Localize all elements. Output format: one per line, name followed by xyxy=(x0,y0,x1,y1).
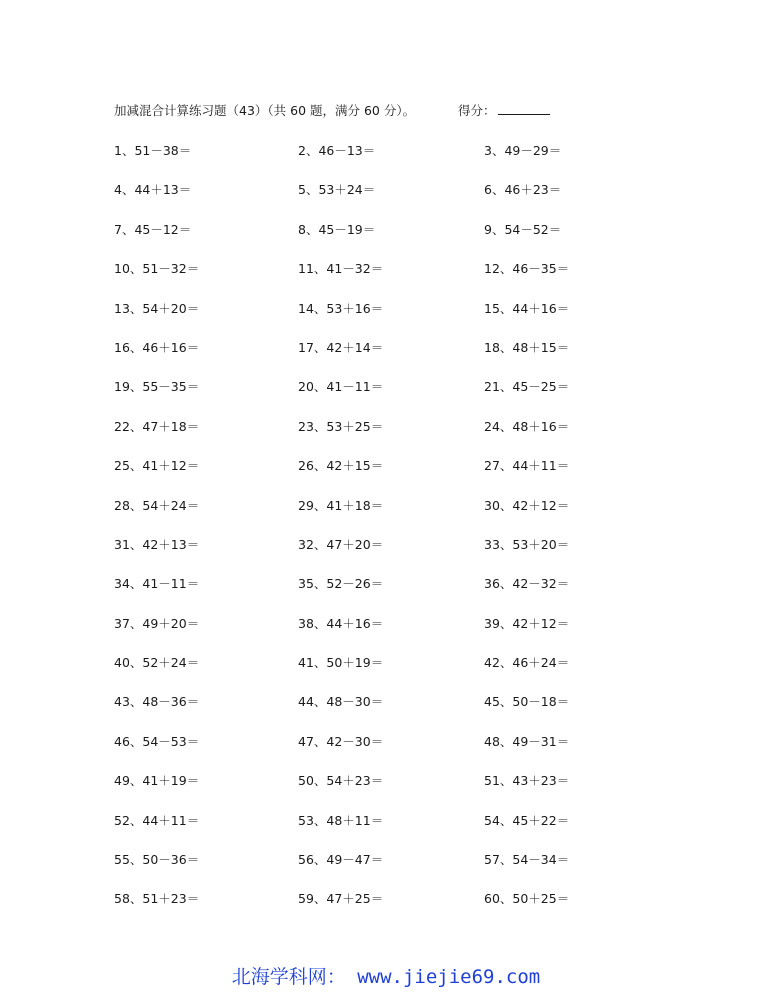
problem-item: 14、53＋16＝ xyxy=(298,300,384,316)
problem-item: 35、52－26＝ xyxy=(298,576,384,592)
problem-item: 36、42－32＝ xyxy=(484,576,570,592)
problem-item: 11、41－32＝ xyxy=(298,261,384,277)
problem-item: 55、50－36＝ xyxy=(114,852,200,868)
problem-item: 18、48＋15＝ xyxy=(484,339,570,355)
problem-item: 24、48＋16＝ xyxy=(484,418,570,434)
problem-item: 49、41＋19＝ xyxy=(114,773,200,789)
problem-item: 4、44＋13＝ xyxy=(114,182,192,198)
problem-item: 3、49－29＝ xyxy=(484,143,562,158)
problem-item: 60、50＋25＝ xyxy=(484,891,570,907)
problem-item: 1、51－38＝ xyxy=(114,143,192,158)
problem-item: 34、41－11＝ xyxy=(114,576,200,592)
problem-item: 53、48＋11＝ xyxy=(298,812,384,828)
problem-item: 42、46＋24＝ xyxy=(484,655,570,671)
problem-item: 31、42＋13＝ xyxy=(114,536,200,552)
problem-item: 57、54－34＝ xyxy=(484,852,570,868)
problem-item: 27、44＋11＝ xyxy=(484,458,570,474)
problem-item: 25、41＋12＝ xyxy=(114,458,200,474)
problem-item: 39、42＋12＝ xyxy=(484,615,570,631)
problem-item: 22、47＋18＝ xyxy=(114,418,200,434)
problem-item: 52、44＋11＝ xyxy=(114,812,200,828)
problem-item: 48、49－31＝ xyxy=(484,733,570,749)
problem-item: 40、52＋24＝ xyxy=(114,655,200,671)
problem-item: 59、47＋25＝ xyxy=(298,891,384,907)
problem-item: 47、42－30＝ xyxy=(298,733,384,749)
problem-item: 23、53＋25＝ xyxy=(298,418,384,434)
problem-grid xyxy=(114,143,604,931)
problem-item: 6、46＋23＝ xyxy=(484,182,562,198)
problem-item: 32、47＋20＝ xyxy=(298,536,384,552)
problem-item: 38、44＋16＝ xyxy=(298,615,384,631)
problem-item: 20、41－11＝ xyxy=(298,379,384,395)
footer-watermark: 北海学科网： www.jiejie69.com xyxy=(231,966,541,988)
problem-item: 13、54＋20＝ xyxy=(114,300,200,316)
problem-item: 33、53＋20＝ xyxy=(484,536,570,552)
problem-item: 17、42＋14＝ xyxy=(298,339,384,355)
problem-item: 8、45－19＝ xyxy=(298,221,376,237)
problem-item: 44、48－30＝ xyxy=(298,694,384,710)
problem-item: 45、50－18＝ xyxy=(484,694,570,710)
problem-item: 2、46－13＝ xyxy=(298,143,376,158)
problem-item: 41、50＋19＝ xyxy=(298,655,384,671)
problem-item: 30、42＋12＝ xyxy=(484,497,570,513)
problem-item: 5、53＋24＝ xyxy=(298,182,376,198)
problem-item: 46、54－53＝ xyxy=(114,733,200,749)
problem-item: 12、46－35＝ xyxy=(484,261,570,277)
problem-item: 21、45－25＝ xyxy=(484,379,570,395)
score-blank-line xyxy=(498,102,550,115)
worksheet-title: 加减混合计算练习题（43）（共 60 题，满分 60 分）。 xyxy=(114,103,416,118)
problem-item: 50、54＋23＝ xyxy=(298,773,384,789)
problem-item: 56、49－47＝ xyxy=(298,852,384,868)
problem-item: 16、46＋16＝ xyxy=(114,339,200,355)
problem-item: 54、45＋22＝ xyxy=(484,812,570,828)
problem-item: 15、44＋16＝ xyxy=(484,300,570,316)
problem-item: 51、43＋23＝ xyxy=(484,773,570,789)
problem-item: 10、51－32＝ xyxy=(114,261,200,277)
score-label: 得分： xyxy=(458,103,496,118)
problem-item: 26、42＋15＝ xyxy=(298,458,384,474)
problem-item: 43、48－36＝ xyxy=(114,694,200,710)
problem-item: 7、45－12＝ xyxy=(114,221,192,237)
problem-item: 19、55－35＝ xyxy=(114,379,200,395)
problem-item: 58、51＋23＝ xyxy=(114,891,200,907)
problem-item: 37、49＋20＝ xyxy=(114,615,200,631)
problem-item: 28、54＋24＝ xyxy=(114,497,200,513)
problem-item: 29、41＋18＝ xyxy=(298,497,384,513)
problem-item: 9、54－52＝ xyxy=(484,221,562,237)
score-field xyxy=(458,101,550,119)
